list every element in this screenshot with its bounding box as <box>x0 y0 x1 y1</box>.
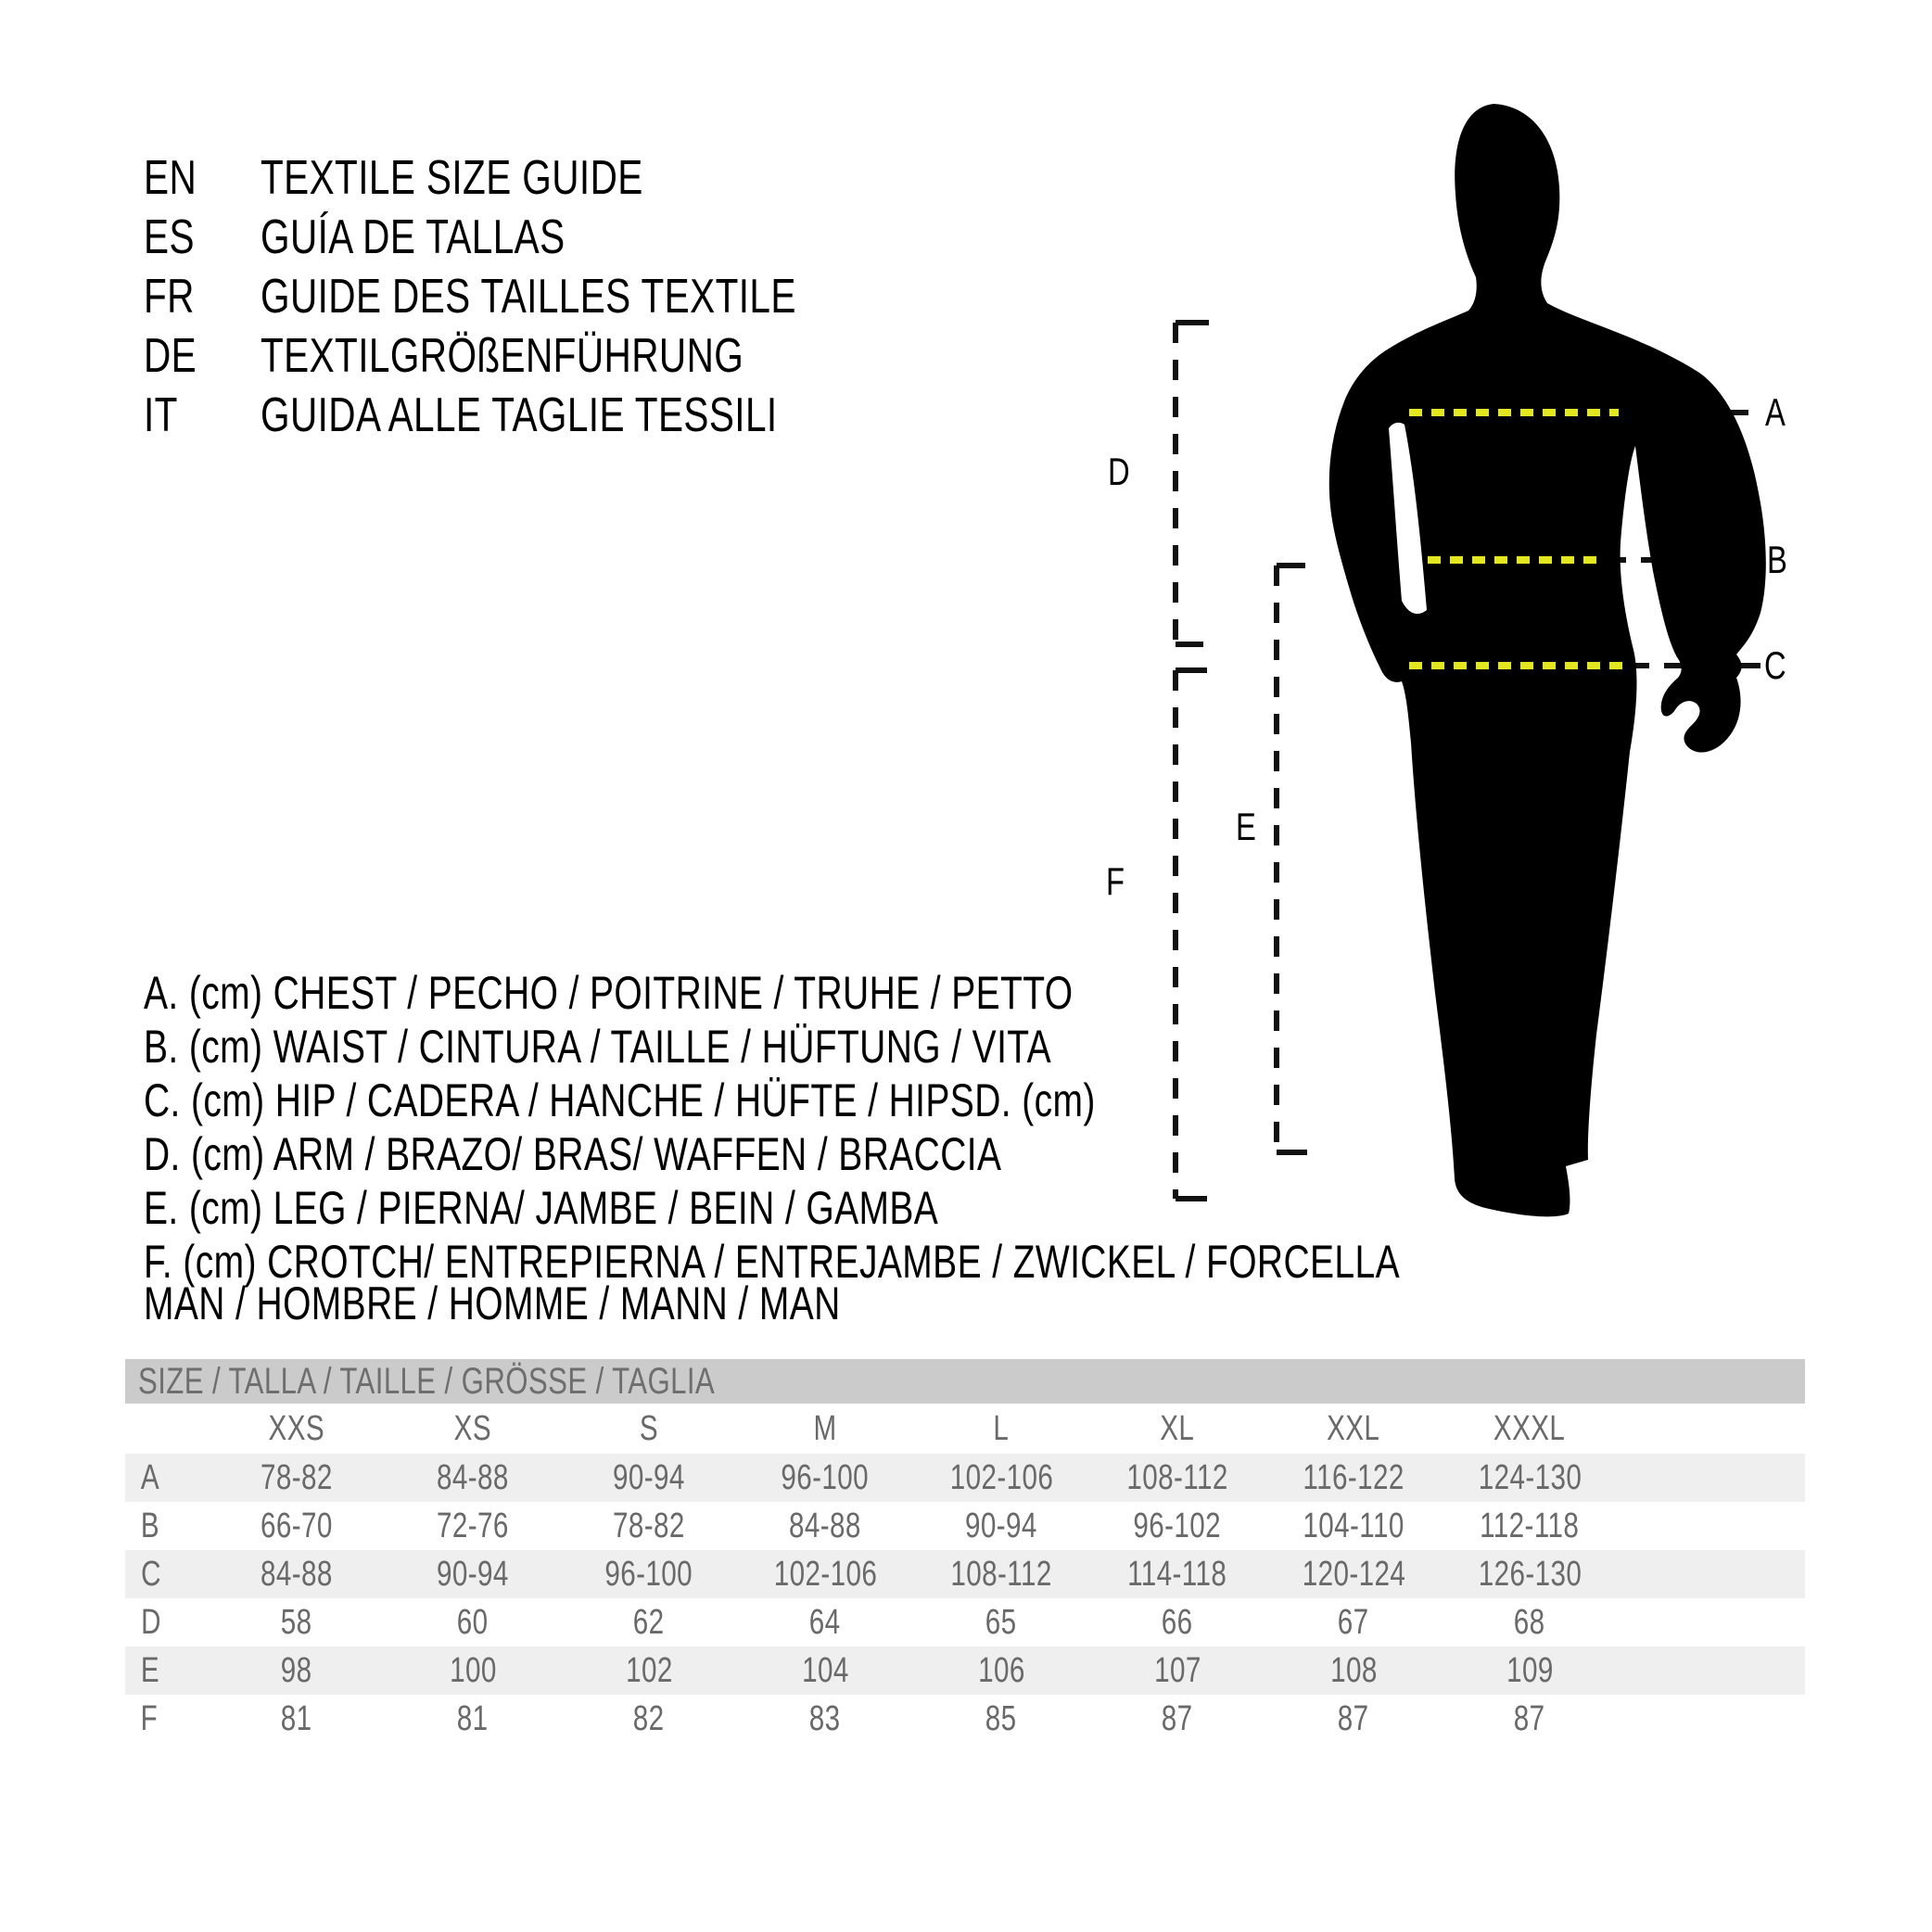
size-value: 58 <box>281 1602 312 1642</box>
size-value: 90-94 <box>437 1554 509 1594</box>
size-value: 98 <box>281 1650 312 1690</box>
size-column-header: L <box>993 1408 1010 1448</box>
table-row <box>125 1598 1805 1646</box>
size-value: 60 <box>457 1602 489 1642</box>
size-value: 83 <box>809 1698 841 1738</box>
size-table-grid <box>125 1404 1805 1743</box>
row-label: A <box>140 1457 160 1497</box>
lang-code-es: ES <box>144 210 195 264</box>
title-row-de <box>144 326 978 386</box>
title-it: GUIDA ALLE TAGLIE TESSILI <box>261 388 778 442</box>
size-column-header: XS <box>453 1408 492 1448</box>
size-column-header: M <box>813 1408 837 1448</box>
measure-label-crotch: F <box>1106 859 1125 903</box>
title-de: TEXTILGRÖßENFÜHRUNG <box>261 329 744 383</box>
measure-label-chest: A <box>1765 390 1786 434</box>
size-value: 81 <box>457 1698 489 1738</box>
size-column-header: XXS <box>268 1408 325 1448</box>
title-fr: GUIDE DES TAILLES TEXTILE <box>261 270 796 324</box>
size-value: 87 <box>1514 1698 1545 1738</box>
title-es: GUÍA DE TALLAS <box>261 210 566 264</box>
size-value: 72-76 <box>437 1506 509 1545</box>
size-value: 102-106 <box>949 1457 1053 1497</box>
size-value: 108 <box>1329 1650 1378 1690</box>
size-column-header: XL <box>1160 1408 1195 1448</box>
size-value: 82 <box>633 1698 665 1738</box>
row-label: F <box>140 1698 159 1738</box>
size-value: 62 <box>633 1602 665 1642</box>
row-label: E <box>140 1650 160 1690</box>
size-column-header: XXL <box>1327 1408 1380 1448</box>
size-value: 67 <box>1338 1602 1369 1642</box>
size-value: 85 <box>985 1698 1017 1738</box>
title-row-fr <box>144 267 978 326</box>
size-value: 96-100 <box>781 1457 870 1497</box>
size-value: 106 <box>977 1650 1025 1690</box>
size-value: 102 <box>625 1650 673 1690</box>
measure-label-waist: B <box>1767 538 1788 581</box>
size-value: 96-102 <box>1133 1506 1222 1545</box>
size-value: 96-100 <box>604 1554 693 1594</box>
row-label: B <box>140 1506 160 1545</box>
title-en: TEXTILE SIZE GUIDE <box>261 151 643 205</box>
size-value: 87 <box>1162 1698 1193 1738</box>
size-column-header: S <box>639 1408 659 1448</box>
size-value: 68 <box>1514 1602 1545 1642</box>
lang-code-it: IT <box>144 388 178 442</box>
size-value: 126-130 <box>1478 1554 1582 1594</box>
size-table-header-text: SIZE / TALLA / TAILLE / GRÖSSE / TAGLIA <box>138 1360 716 1402</box>
size-table-header-bar <box>125 1359 1805 1404</box>
size-value: 120-124 <box>1302 1554 1405 1594</box>
size-value: 84-88 <box>437 1457 509 1497</box>
gender-heading: MAN / HOMBRE / HOMME / MANN / MAN <box>144 1277 841 1329</box>
legend-leg: E. (cm) LEG / PIERNA/ JAMBE / BEIN / GAMBA <box>144 1182 939 1234</box>
legend-waist: B. (cm) WAIST / CINTURA / TAILLE / HÜFTUNG / VITA <box>144 1021 1052 1073</box>
measure-label-arm: D <box>1108 450 1131 493</box>
size-value: 114-118 <box>1127 1554 1227 1594</box>
size-value: 108-112 <box>950 1554 1052 1594</box>
table-row <box>125 1646 1805 1695</box>
size-value: 100 <box>449 1650 497 1690</box>
size-value: 90-94 <box>965 1506 1037 1545</box>
legend-hip: C. (cm) HIP / CADERA / HANCHE / HÜFTE / HIPSD. (cm) <box>144 1074 1096 1126</box>
measure-label-hip: C <box>1764 643 1787 687</box>
measure-label-leg: E <box>1236 805 1257 848</box>
legend-crotch: F. (cm) CROTCH/ ENTREPIERNA / ENTREJAMBE / ZWICKEL / FORCELLA <box>144 1236 1400 1288</box>
row-label: C <box>141 1554 161 1594</box>
size-value: 78-82 <box>613 1506 685 1545</box>
size-value: 65 <box>985 1602 1017 1642</box>
size-value: 81 <box>281 1698 312 1738</box>
size-value: 66-70 <box>261 1506 333 1545</box>
size-columns-row <box>125 1404 1805 1454</box>
size-value: 87 <box>1338 1698 1369 1738</box>
legend-arm: D. (cm) ARM / BRAZO/ BRAS/ WAFFEN / BRACCIA <box>144 1128 1002 1180</box>
size-value: 66 <box>1162 1602 1193 1642</box>
title-row-es <box>144 208 978 267</box>
lang-code-en: EN <box>144 151 197 205</box>
legend-chest: A. (cm) CHEST / PECHO / POITRINE / TRUHE / PETTO <box>144 967 1074 1019</box>
lang-code-fr: FR <box>144 270 195 324</box>
size-value: 112-118 <box>1480 1506 1580 1545</box>
size-value: 107 <box>1153 1650 1201 1690</box>
lang-code-de: DE <box>144 329 197 383</box>
size-value: 108-112 <box>1126 1457 1228 1497</box>
size-value: 124-130 <box>1478 1457 1582 1497</box>
size-value: 84-88 <box>261 1554 333 1594</box>
size-value: 102-106 <box>773 1554 877 1594</box>
table-row <box>125 1502 1805 1550</box>
title-row-it <box>144 386 978 445</box>
size-value: 116-122 <box>1303 1457 1405 1497</box>
size-value: 90-94 <box>613 1457 685 1497</box>
language-title-block <box>144 148 978 445</box>
title-row-en <box>144 148 978 208</box>
size-value: 109 <box>1506 1650 1554 1690</box>
size-value: 104 <box>801 1650 849 1690</box>
size-value: 64 <box>809 1602 841 1642</box>
row-label: D <box>141 1602 161 1642</box>
measure-legend <box>144 966 1754 1289</box>
table-row <box>125 1695 1805 1743</box>
size-column-header: XXXL <box>1493 1408 1566 1448</box>
table-row <box>125 1550 1805 1598</box>
size-table <box>125 1359 1805 1743</box>
table-row <box>125 1454 1805 1502</box>
size-value: 104-110 <box>1303 1506 1405 1545</box>
size-value: 84-88 <box>789 1506 861 1545</box>
size-value: 78-82 <box>261 1457 333 1497</box>
